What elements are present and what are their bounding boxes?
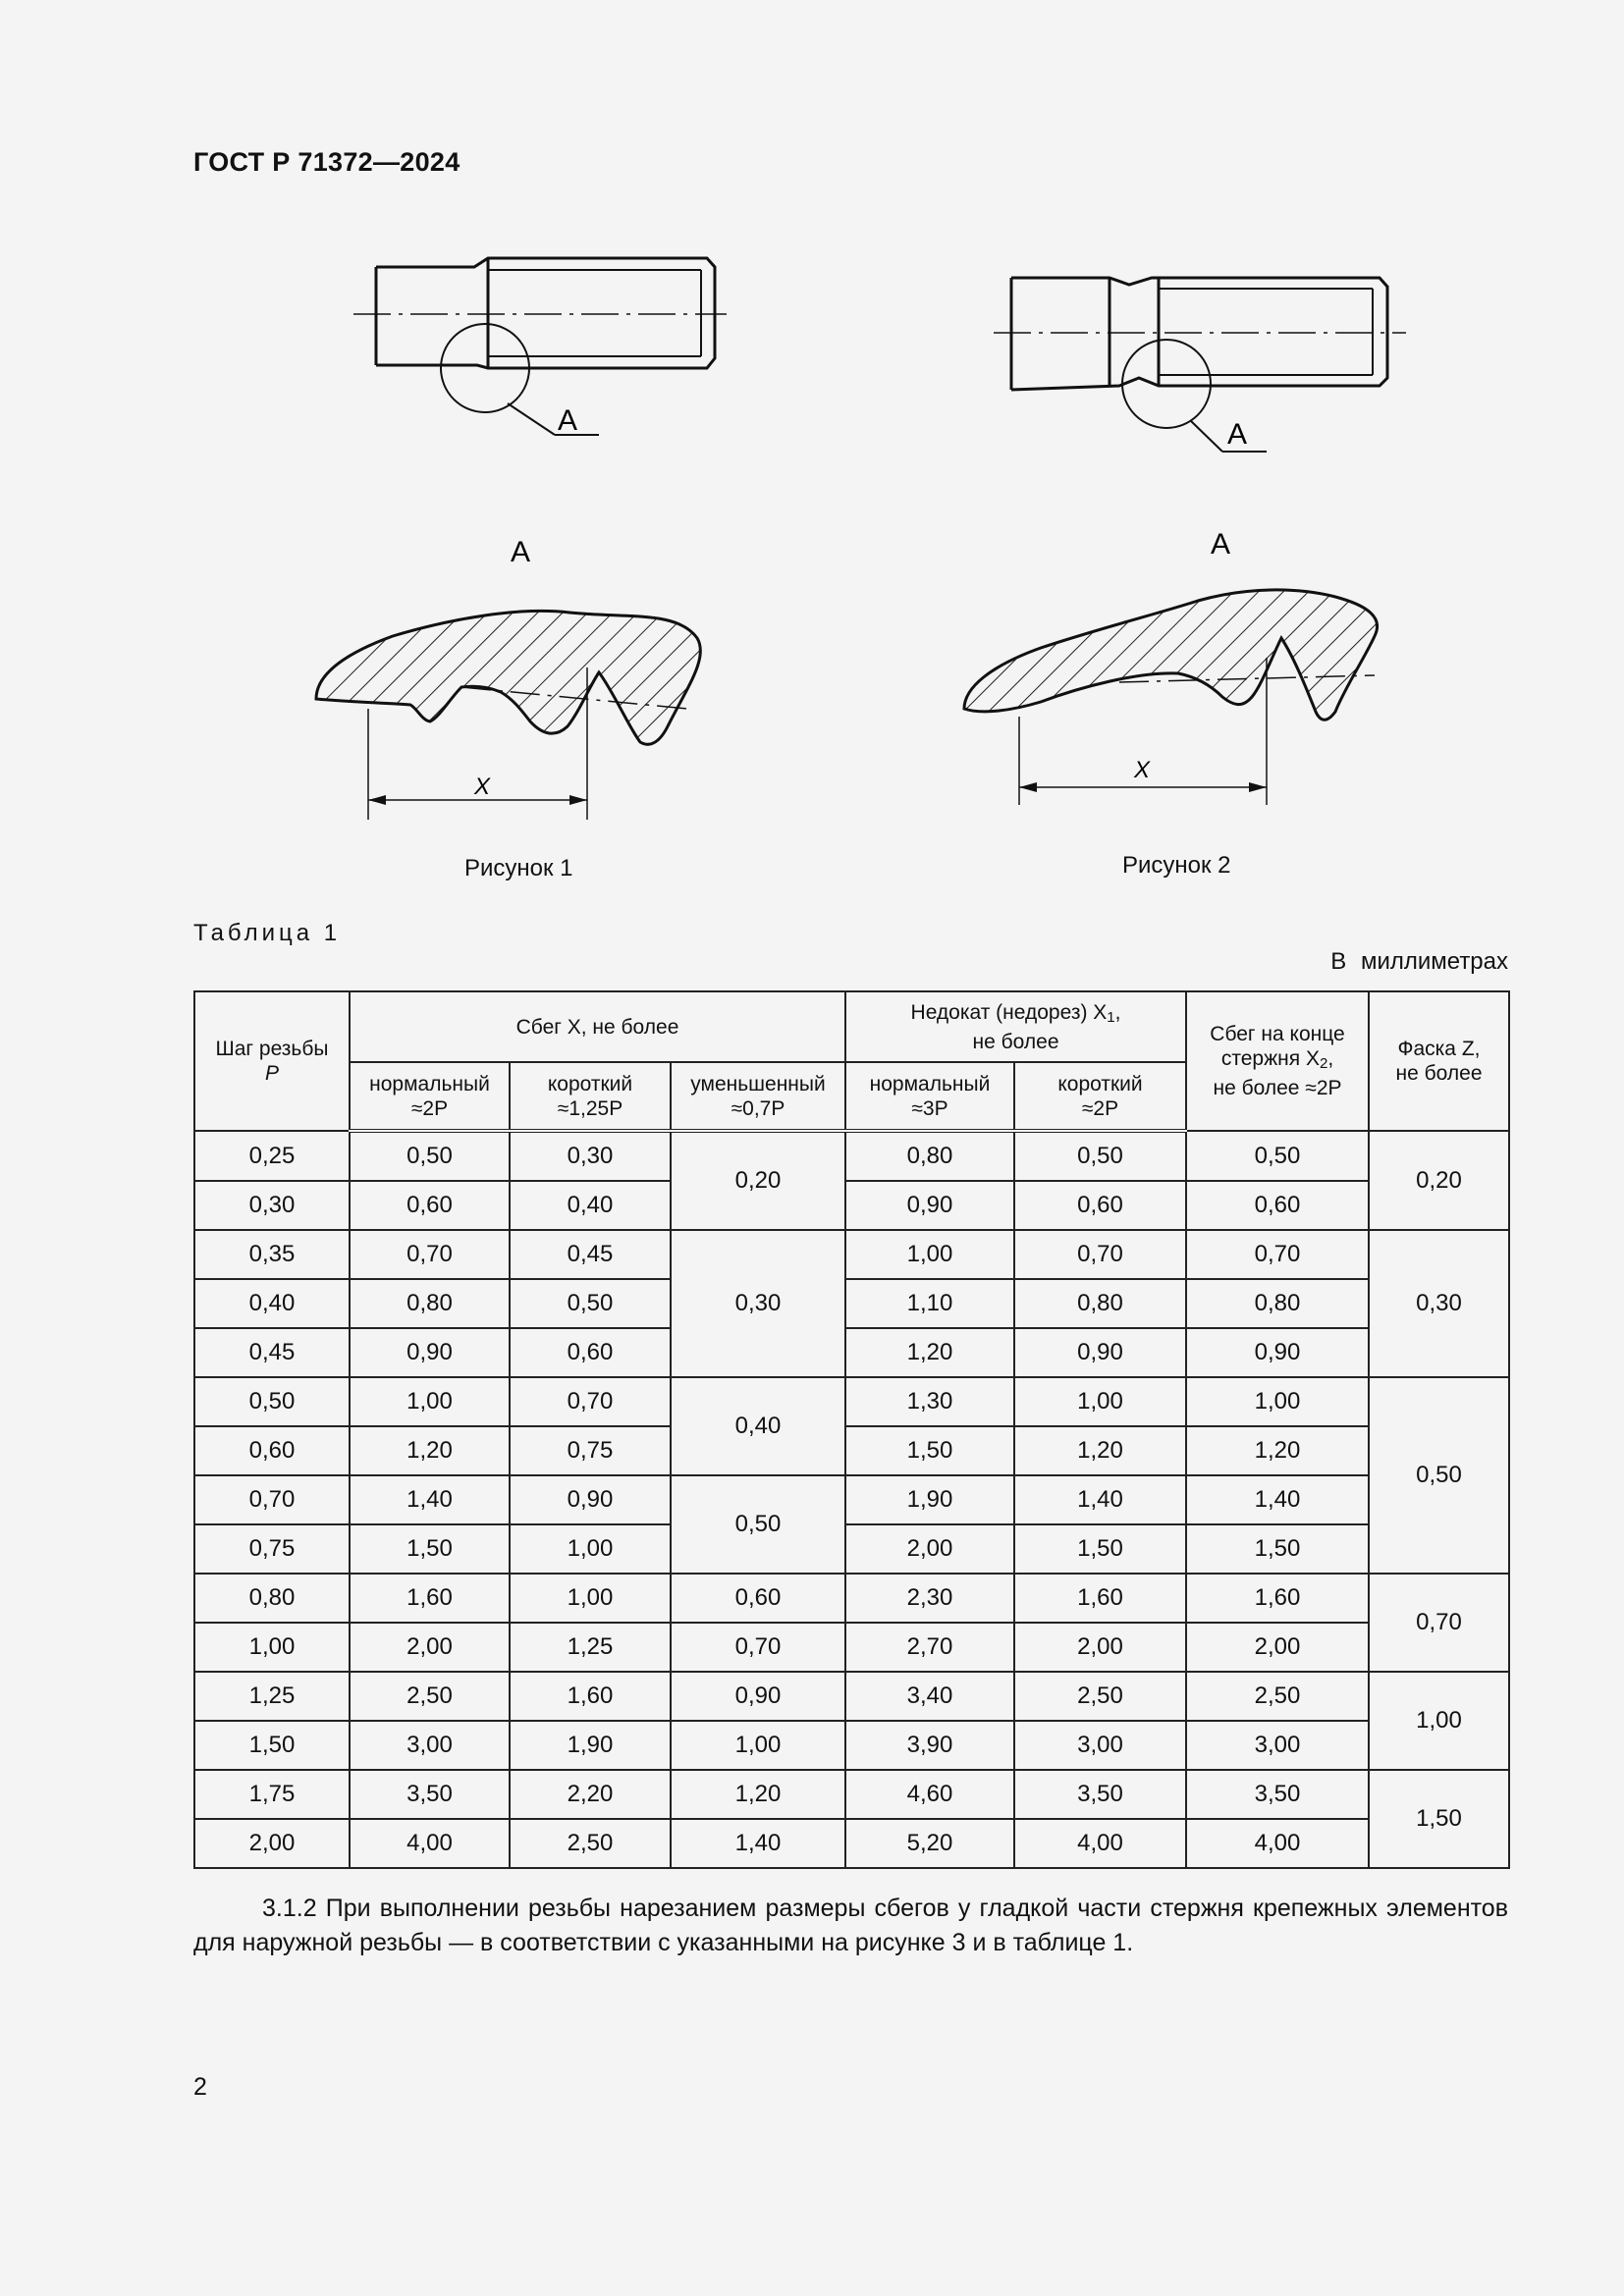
cell-chamfer: 0,70 xyxy=(1369,1574,1509,1672)
cell-undercut-short: 4,00 xyxy=(1014,1819,1186,1868)
cell-undercut-short: 2,00 xyxy=(1014,1623,1186,1672)
cell-runout-reduced: 1,40 xyxy=(671,1819,845,1868)
cell-runout-normal: 0,80 xyxy=(350,1279,510,1328)
figure1-bolt-view xyxy=(353,258,727,435)
cell-runout-short: 1,25 xyxy=(510,1623,671,1672)
cell-undercut-normal: 1,10 xyxy=(845,1279,1014,1328)
cell-end-runout: 1,00 xyxy=(1186,1377,1369,1426)
cell-runout-short: 2,20 xyxy=(510,1770,671,1819)
cell-undercut-normal: 3,90 xyxy=(845,1721,1014,1770)
cell-undercut-short: 2,50 xyxy=(1014,1672,1186,1721)
header-runout-normal: нормальный ≈2P xyxy=(350,1062,510,1131)
cell-runout-short: 0,50 xyxy=(510,1279,671,1328)
cell-undercut-short: 0,90 xyxy=(1014,1328,1186,1377)
header-undercut-normal: нормальный ≈3P xyxy=(845,1062,1014,1131)
table-row xyxy=(194,1524,1509,1574)
cell-runout-short: 0,40 xyxy=(510,1181,671,1230)
header-end-runout: Сбег на конце стержня $X_2$, не более ≈2P xyxy=(1186,991,1369,1131)
cell-undercut-normal: 3,40 xyxy=(845,1672,1014,1721)
cell-undercut-short: 1,00 xyxy=(1014,1377,1186,1426)
cell-runout-reduced: 0,50 xyxy=(671,1475,845,1574)
cell-pitch: 1,75 xyxy=(194,1770,350,1819)
table-row xyxy=(194,1131,1509,1181)
cell-end-runout: 0,60 xyxy=(1186,1181,1369,1230)
cell-end-runout: 0,90 xyxy=(1186,1328,1369,1377)
cell-pitch: 0,25 xyxy=(194,1131,350,1181)
cell-runout-normal: 3,00 xyxy=(350,1721,510,1770)
cell-runout-normal: 2,00 xyxy=(350,1623,510,1672)
cell-runout-short: 0,30 xyxy=(510,1131,671,1181)
cell-pitch: 1,25 xyxy=(194,1672,350,1721)
cell-runout-normal: 0,70 xyxy=(350,1230,510,1279)
body-paragraph: 3.1.2 При выполнении резьбы нарезанием размеры сбегов у гладкой части стержня крепежных элементов для наружной резьбы — в соответствии с указанными на рисунке 3 и в таблице 1. xyxy=(193,1895,1508,1956)
cell-end-runout: 3,50 xyxy=(1186,1770,1369,1819)
cell-undercut-short: 3,50 xyxy=(1014,1770,1186,1819)
cell-pitch: 0,70 xyxy=(194,1475,350,1524)
cell-runout-normal: 1,40 xyxy=(350,1475,510,1524)
cell-undercut-short: 1,60 xyxy=(1014,1574,1186,1623)
cell-runout-normal: 1,50 xyxy=(350,1524,510,1574)
cell-end-runout: 2,00 xyxy=(1186,1623,1369,1672)
table-row xyxy=(194,1770,1509,1819)
cell-runout-normal: 3,50 xyxy=(350,1770,510,1819)
figure1-caption: Рисунок 1 xyxy=(464,855,573,881)
cell-undercut-short: 0,50 xyxy=(1014,1131,1186,1181)
cell-undercut-normal: 2,30 xyxy=(845,1574,1014,1623)
header-runout-reduced: уменьшенный ≈0,7P xyxy=(671,1062,845,1131)
cell-runout-reduced: 0,70 xyxy=(671,1623,845,1672)
header-runout-short: короткий ≈1,25P xyxy=(510,1062,671,1131)
header-chamfer: Фаска Z, не более xyxy=(1369,991,1509,1131)
table-caption: Таблица 1 xyxy=(193,920,342,946)
cell-runout-reduced: 1,20 xyxy=(671,1770,845,1819)
cell-chamfer: 0,20 xyxy=(1369,1131,1509,1230)
cell-runout-reduced: 1,00 xyxy=(671,1721,845,1770)
runout-table xyxy=(193,990,1510,1869)
cell-undercut-normal: 1,50 xyxy=(845,1426,1014,1475)
table-row xyxy=(194,1426,1509,1475)
cell-end-runout: 1,60 xyxy=(1186,1574,1369,1623)
header-undercut-short: короткий ≈2P xyxy=(1014,1062,1186,1131)
cell-end-runout: 1,40 xyxy=(1186,1475,1369,1524)
cell-undercut-normal: 1,30 xyxy=(845,1377,1014,1426)
units-note: В миллиметрах xyxy=(1330,948,1508,975)
figure2-bolt-view xyxy=(994,278,1406,452)
cell-runout-reduced: 0,40 xyxy=(671,1377,845,1475)
cell-undercut-normal: 1,00 xyxy=(845,1230,1014,1279)
cell-undercut-short: 3,00 xyxy=(1014,1721,1186,1770)
cell-undercut-normal: 2,00 xyxy=(845,1524,1014,1574)
figure2-callout-label: А xyxy=(1227,418,1248,451)
cell-chamfer: 0,30 xyxy=(1369,1230,1509,1377)
cell-undercut-normal: 1,90 xyxy=(845,1475,1014,1524)
cell-runout-short: 2,50 xyxy=(510,1819,671,1868)
cell-runout-short: 1,90 xyxy=(510,1721,671,1770)
cell-pitch: 0,80 xyxy=(194,1574,350,1623)
cell-runout-reduced: 0,90 xyxy=(671,1672,845,1721)
figure1-detail-profile xyxy=(316,611,700,820)
cell-runout-short: 0,75 xyxy=(510,1426,671,1475)
cell-runout-normal: 4,00 xyxy=(350,1819,510,1868)
cell-undercut-short: 0,70 xyxy=(1014,1230,1186,1279)
cell-pitch: 0,30 xyxy=(194,1181,350,1230)
table-row xyxy=(194,1230,1509,1279)
table-row xyxy=(194,1623,1509,1672)
header-pitch: Шаг резьбы P xyxy=(194,991,350,1131)
cell-chamfer: 1,00 xyxy=(1369,1672,1509,1770)
cell-runout-normal: 0,90 xyxy=(350,1328,510,1377)
figure2-detail-profile xyxy=(964,590,1378,805)
cell-runout-short: 1,60 xyxy=(510,1672,671,1721)
cell-undercut-short: 0,80 xyxy=(1014,1279,1186,1328)
cell-pitch: 0,35 xyxy=(194,1230,350,1279)
cell-undercut-normal: 4,60 xyxy=(845,1770,1014,1819)
header-undercut-group: Недокат (недорез) $X_1$, не более xyxy=(845,991,1186,1062)
cell-end-runout: 2,50 xyxy=(1186,1672,1369,1721)
table-row xyxy=(194,1819,1509,1868)
cell-pitch: 1,00 xyxy=(194,1623,350,1672)
cell-end-runout: 0,80 xyxy=(1186,1279,1369,1328)
figure2-caption: Рисунок 2 xyxy=(1122,852,1231,879)
cell-end-runout: 1,50 xyxy=(1186,1524,1369,1574)
table-row xyxy=(194,1328,1509,1377)
cell-undercut-normal: 1,20 xyxy=(845,1328,1014,1377)
page-number: 2 xyxy=(193,2073,207,2101)
cell-end-runout: 3,00 xyxy=(1186,1721,1369,1770)
cell-undercut-normal: 5,20 xyxy=(845,1819,1014,1868)
table-row xyxy=(194,1377,1509,1426)
cell-end-runout: 0,70 xyxy=(1186,1230,1369,1279)
figure1-callout-label: А xyxy=(558,404,578,437)
cell-end-runout: 4,00 xyxy=(1186,1819,1369,1868)
cell-undercut-short: 1,20 xyxy=(1014,1426,1186,1475)
cell-runout-normal: 1,00 xyxy=(350,1377,510,1426)
cell-undercut-short: 1,50 xyxy=(1014,1524,1186,1574)
cell-runout-normal: 0,50 xyxy=(350,1131,510,1181)
cell-pitch: 0,50 xyxy=(194,1377,350,1426)
cell-pitch: 0,60 xyxy=(194,1426,350,1475)
figure1-dimension-label: X xyxy=(474,774,491,800)
cell-runout-normal: 0,60 xyxy=(350,1181,510,1230)
table-row xyxy=(194,1721,1509,1770)
header-runout-group: Сбег X, не более xyxy=(350,991,845,1062)
cell-runout-reduced: 0,20 xyxy=(671,1131,845,1230)
figure2-dimension-label: X xyxy=(1134,757,1151,783)
table-row xyxy=(194,1672,1509,1721)
table-row xyxy=(194,1475,1509,1524)
cell-runout-reduced: 0,30 xyxy=(671,1230,845,1377)
cell-runout-short: 0,45 xyxy=(510,1230,671,1279)
cell-end-runout: 1,20 xyxy=(1186,1426,1369,1475)
cell-pitch: 0,45 xyxy=(194,1328,350,1377)
cell-runout-normal: 2,50 xyxy=(350,1672,510,1721)
cell-end-runout: 0,50 xyxy=(1186,1131,1369,1181)
cell-undercut-normal: 0,90 xyxy=(845,1181,1014,1230)
cell-runout-short: 0,70 xyxy=(510,1377,671,1426)
cell-undercut-short: 1,40 xyxy=(1014,1475,1186,1524)
cell-pitch: 2,00 xyxy=(194,1819,350,1868)
cell-runout-reduced: 0,60 xyxy=(671,1574,845,1623)
cell-runout-short: 0,90 xyxy=(510,1475,671,1524)
cell-chamfer: 0,50 xyxy=(1369,1377,1509,1574)
cell-runout-short: 1,00 xyxy=(510,1574,671,1623)
figure2-detail-label: А xyxy=(1211,528,1231,561)
cell-runout-normal: 1,60 xyxy=(350,1574,510,1623)
figure1-detail-label: А xyxy=(511,536,531,568)
figures-drawing xyxy=(0,0,1624,903)
document-code: ГОСТ Р 71372—2024 xyxy=(193,147,460,177)
cell-pitch: 0,40 xyxy=(194,1279,350,1328)
cell-undercut-normal: 0,80 xyxy=(845,1131,1014,1181)
table-row xyxy=(194,1181,1509,1230)
cell-runout-short: 0,60 xyxy=(510,1328,671,1377)
cell-chamfer: 1,50 xyxy=(1369,1770,1509,1868)
cell-undercut-normal: 2,70 xyxy=(845,1623,1014,1672)
table-row xyxy=(194,1279,1509,1328)
cell-pitch: 1,50 xyxy=(194,1721,350,1770)
cell-undercut-short: 0,60 xyxy=(1014,1181,1186,1230)
cell-runout-normal: 1,20 xyxy=(350,1426,510,1475)
table-row xyxy=(194,1574,1509,1623)
cell-pitch: 0,75 xyxy=(194,1524,350,1574)
cell-runout-short: 1,00 xyxy=(510,1524,671,1574)
